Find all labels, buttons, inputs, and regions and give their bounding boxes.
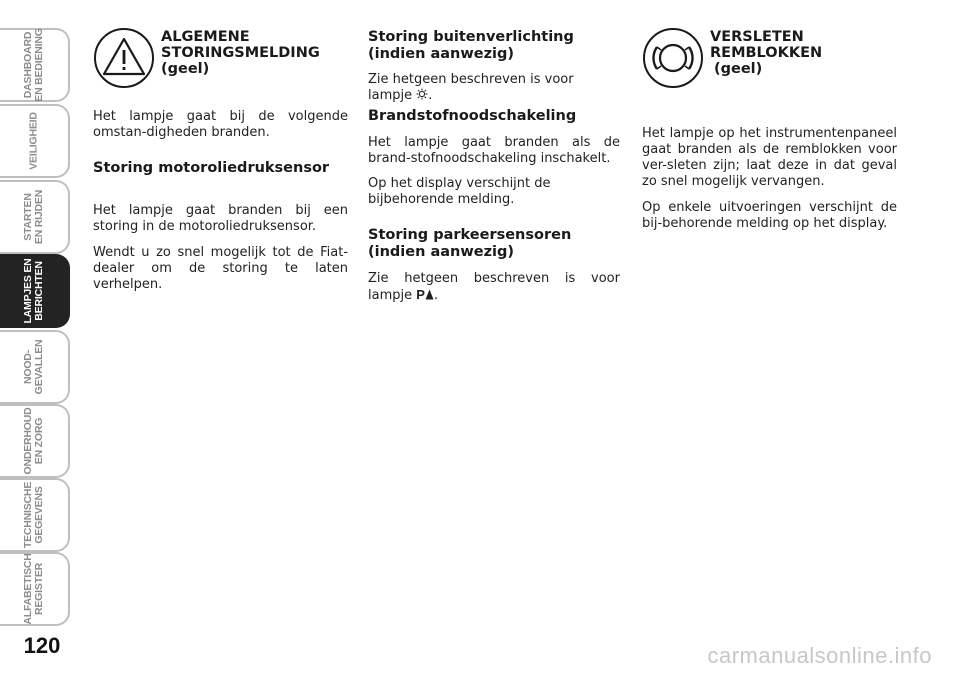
chapter-tabs [0,0,72,677]
paragraph: Wendt u zo snel mogelijk tot de Fiat-dealer om de storing te laten verhelpen. [93,245,348,292]
paragraph: Op enkele uitvoeringen verschijnt de bij-behorende melding op het display. [642,200,897,231]
intro-text: Het lampje gaat bij de volgende omstan-digheden branden. [93,109,348,140]
tab-label: ONDERHOUD EN ZORG [22,407,45,475]
paragraph: Het lampje op het instrumentenpaneel gaat branden als de remblokken voor ver-sleten zijn; laat deze in dat geval zo snel mogelijk vervangen. [642,126,897,189]
tab-label: NOOD- GEVALLEN [22,339,45,395]
tab-label: ALFABETISCH REGISTER [22,553,45,625]
tab-label: VEILIGHEID [27,112,40,170]
page-number: 120 [23,633,61,658]
tab-label: DASHBOARD EN BEDIENING [22,28,45,102]
section-heading: (indien aanwezig) [368,244,515,260]
parking-icon-letter: P [416,287,425,302]
warning-title [161,29,320,77]
paragraph [368,271,620,304]
paragraph: Het lampje gaat branden als de brand-stofnoodschakeling inschakelt. [368,135,620,166]
tab-label: LAMPJES EN BERICHTEN [22,258,45,324]
paragraph: Zie hetgeen beschreven is voor lampje . [368,72,574,103]
exterior-light-icon [416,88,428,100]
tab-veiligheid[interactable] [0,104,70,178]
paragraph-text: Zie hetgeen beschreven is voor lampje [368,72,574,103]
tab-register[interactable] [0,552,70,626]
section-heading: Brandstofnoodschakeling [368,108,577,124]
tab-starten[interactable] [0,180,70,254]
tab-lampjes-active[interactable] [0,254,70,328]
tab-label: TECHNISCHE GEGEVENS [22,481,45,549]
section-heading: Storing motoroliedruksensor [93,160,330,176]
title-line: ALGEMENE [161,29,250,45]
tab-noodgevallen[interactable] [0,330,70,404]
tab-onderhoud[interactable] [0,404,70,478]
warning-triangle-icon [93,27,155,89]
title-line: REMBLOKKEN [710,45,823,61]
section-heading: Storing parkeersensoren [368,227,572,243]
brake-pads-title [710,29,822,77]
title-line: VERSLETEN [710,29,804,45]
tab-technische[interactable] [0,478,70,552]
title-line: (geel) [161,61,210,77]
tab-dashboard[interactable] [0,28,70,102]
brake-pads-icon [642,27,704,89]
paragraph-text: Zie hetgeen beschreven is voor lampje [368,271,620,303]
title-line: (geel) [714,61,763,77]
section-heading: Storing buitenverlichting (indien aanwezig) [368,29,574,62]
parking-sensor-icon: P . [416,287,439,303]
watermark: carmanualsonline.info [707,643,932,668]
tab-label: STARTEN EN RIJDEN [22,189,45,245]
paragraph: Op het display verschijnt de bijbehorende melding. [368,176,551,207]
title-line: STORINGSMELDING [161,45,320,61]
paragraph: Het lampje gaat branden bij een storing in de motoroliedruksensor. [93,203,348,234]
